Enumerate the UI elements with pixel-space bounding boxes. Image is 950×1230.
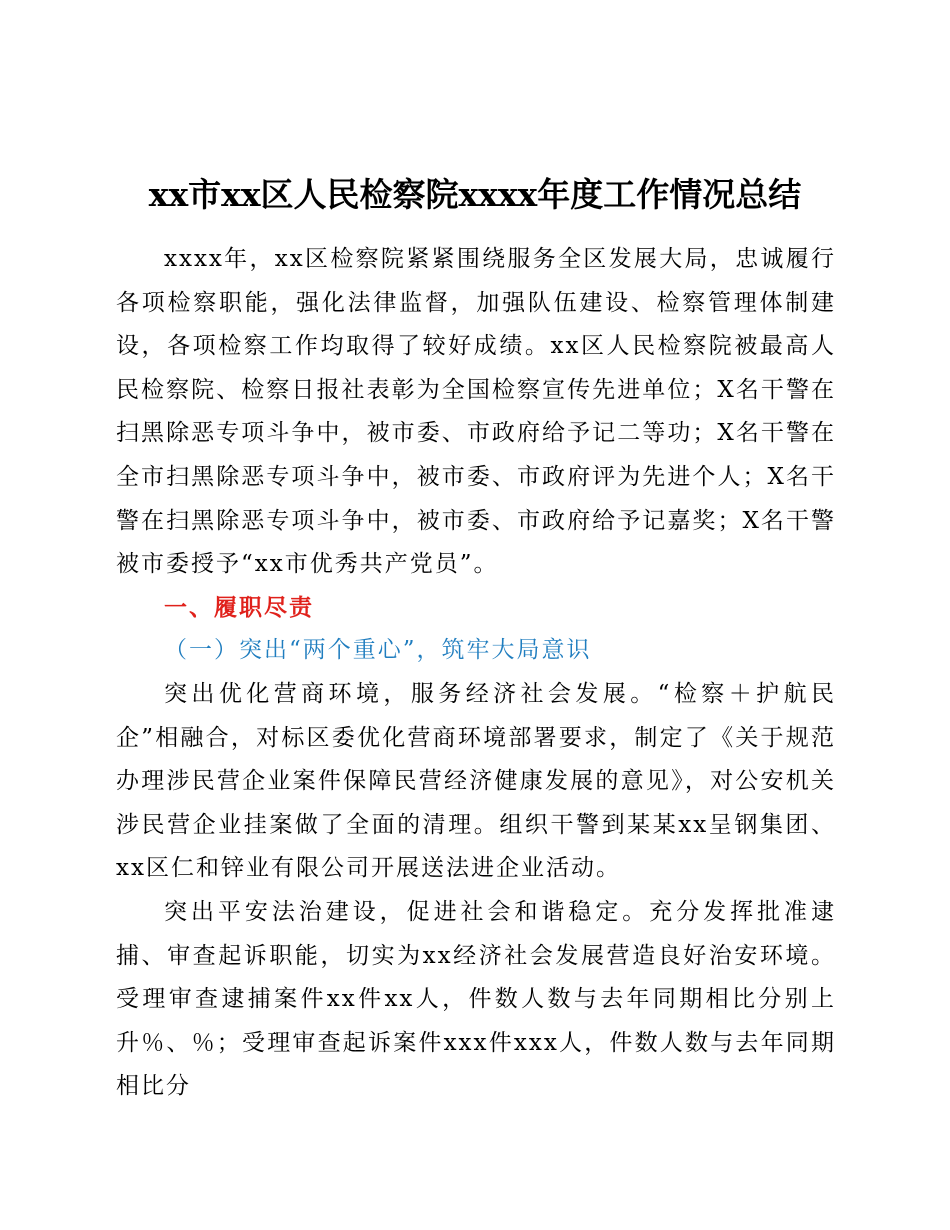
paragraph-3: 突出平安法治建设，促进社会和谐稳定。充分发挥批准逮捕、审查起诉职能，切实为xx经济社会发展营造良好治安环境。受理审查逮捕案件xx件xx人，件数人数与去年同期相比分别上升％、％；受理审查起诉案件xxx件xxx人，件数人数与去年同期相比分 (116, 899, 836, 1100)
paragraph-3-block (116, 891, 836, 1109)
document-title: xx市xx区人民检察院xxxx年度工作情况总结 (148, 175, 802, 214)
paragraph-2-block (116, 673, 836, 891)
section-heading: 一、履职尽责 (164, 595, 314, 621)
paragraph-2: 突出优化营商环境，服务经济社会发展。“检察＋护航民企”相融合，对标区委优化营商环境部署要求，制定了《关于规范办理涉民营企业案件保障民营经济健康发展的意见》，对公安机关涉民营企业挂案做了全面的清理。组织干警到某某xx呈钢集团、xx区仁和锌业有限公司开展送法进企业活动。 (116, 681, 836, 882)
intro-paragraph-block (116, 238, 836, 587)
subsection-heading: （一）突出“两个重心”，筑牢大局意识 (164, 637, 592, 663)
intro-paragraph: xxxx年，xx区检察院紧紧围绕服务全区发展大局，忠诚履行各项检察职能，强化法律监督，加强队伍建设、检察管理体制建设，各项检察工作均取得了较好成绩。xx区人民检察院被最高人民检察院、检察日报社表彰为全国检察宣传先进单位；X名干警在扫黑除恶专项斗争中，被市委、市政府给予记二等功；X名干警在全市扫黑除恶专项斗争中，被市委、市政府评为先进个人；X名干警在扫黑除恶专项斗争中，被市委、市政府给予记嘉奖；X名干警被市委授予“xx市优秀共产党员”。 (116, 246, 836, 578)
